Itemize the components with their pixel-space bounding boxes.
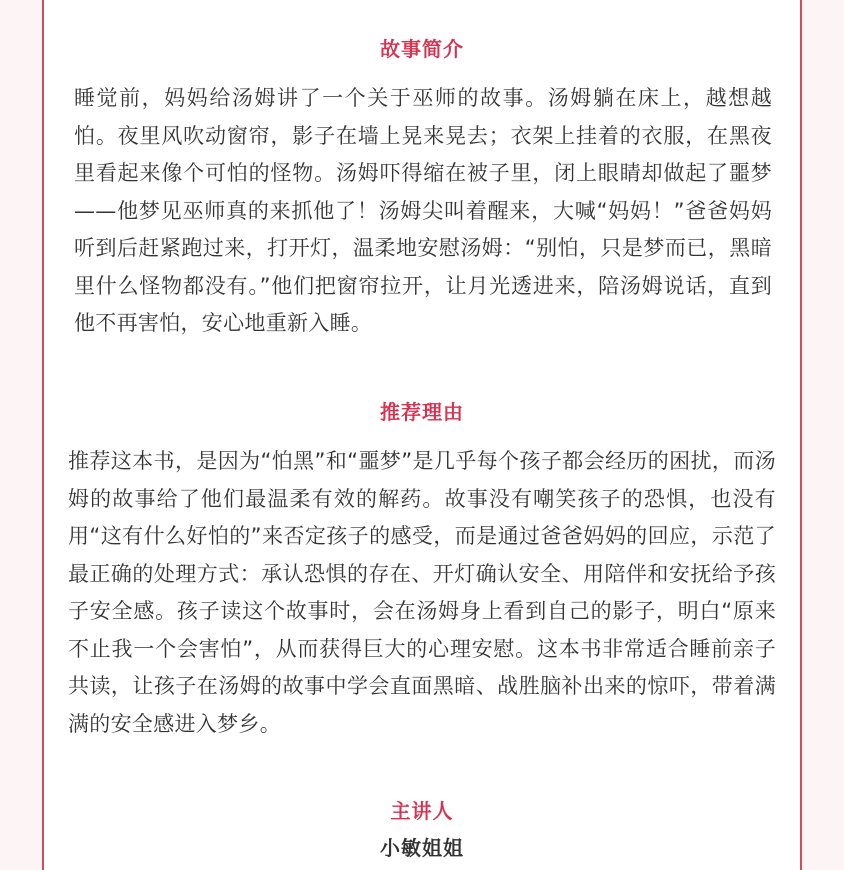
story-intro-paragraph: 睡觉前，妈妈给汤姆讲了一个关于巫师的故事。汤姆躺在床上，越想越怕。夜里风吹动窗帘，影子在墙上晃来晃去；衣架上挂着的衣服，在黑夜里看起来像个可怕的怪物。汤姆吓得缩在被子里，闭上眼睛却做起了噩梦——他梦见巫师真的来抓他了！汤姆尖叫着醒来，大喊“妈妈！”爸爸妈妈听到后赶紧跑过来，打开灯，温柔地安慰汤姆：“别怕，只是梦而已，黑暗里什么怪物都没有。”他们把窗帘拉开，让月光透进来，陪汤姆说话，直到他不再害怕，安心地重新入睡。: [74, 86, 772, 335]
section-title-host: 主讲人: [390, 799, 454, 823]
section-title-recommendation: 推荐理由: [380, 400, 464, 424]
host-name: 小敏姐姐: [380, 836, 464, 860]
article-card: [42, 0, 802, 870]
recommendation-paragraph: 推荐这本书，是因为“怕黑”和“噩梦”是几乎每个孩子都会经历的困扰，而汤姆的故事给了他们最温柔有效的解药。故事没有嘲笑孩子的恐惧，也没有用“这有什么好怕的”来否定孩子的感受，而是通过爸爸妈妈的回应，示范了最正确的处理方式：承认恐惧的存在、开灯确认安全、用陪伴和安抚给予孩子安全感。孩子读这个故事时，会在汤姆身上看到自己的影子，明白“原来不止我一个会害怕”，从而获得巨大的心理安慰。这本书非常适合睡前亲子共读，让孩子在汤姆的故事中学会直面黑暗、战胜脑补出来的惊吓，带着满满的安全感进入梦乡。: [68, 449, 776, 736]
section-title-story-intro: 故事简介: [380, 37, 464, 61]
